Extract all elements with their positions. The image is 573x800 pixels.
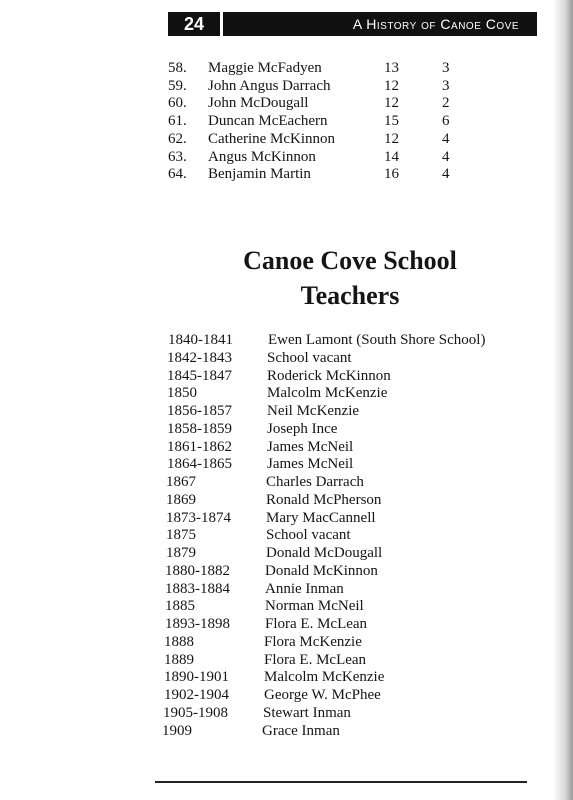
teacher-name: Annie Inman	[265, 580, 344, 597]
teacher-years: 1889	[164, 651, 194, 668]
student-row	[168, 149, 462, 167]
teacher-row	[165, 598, 482, 616]
teacher-name: Roderick McKinnon	[267, 367, 391, 384]
student-number: 59.	[168, 77, 187, 94]
teacher-years: 1850	[167, 385, 197, 402]
student-row	[168, 131, 462, 149]
teacher-row	[166, 510, 483, 528]
student-col-2: 3	[442, 77, 450, 94]
teacher-years: 1890-1901	[164, 669, 229, 686]
teacher-years: 1909	[162, 722, 192, 739]
student-col-1: 14	[384, 148, 399, 165]
section-title	[200, 243, 500, 313]
teacher-name: Malcolm McKenzie	[267, 385, 388, 402]
student-col-1: 13	[384, 60, 399, 76]
teacher-years: 1867	[166, 474, 196, 490]
teacher-row	[164, 652, 481, 670]
teacher-name: Ewen Lamont (South Shore School)	[268, 332, 486, 348]
teacher-years: 1858-1859	[167, 420, 232, 437]
teacher-years: 1869	[166, 491, 196, 508]
teacher-row	[163, 705, 480, 723]
student-name: Maggie McFadyen	[208, 60, 322, 76]
teacher-row	[167, 439, 484, 457]
teacher-name: Flora E. McLean	[265, 616, 368, 632]
student-col-2: 4	[442, 130, 450, 147]
page-edge-shadow	[553, 0, 573, 800]
student-number: 62.	[168, 130, 187, 147]
student-col-1: 12	[384, 77, 399, 94]
teacher-years: 1905-1908	[163, 704, 228, 721]
teacher-years: 1856-1857	[167, 403, 232, 419]
student-col-2: 2	[442, 95, 450, 112]
teacher-years: 1879	[166, 545, 196, 561]
student-col-1: 16	[384, 166, 399, 183]
student-row	[168, 95, 462, 113]
teacher-row	[167, 368, 484, 386]
teacher-years: 1842-1843	[167, 349, 232, 366]
teacher-row	[167, 350, 484, 368]
running-title: A History of Canoe Cove	[223, 12, 537, 36]
teacher-name: Joseph Ince	[267, 420, 338, 437]
student-name: John Angus Darrach	[208, 77, 331, 94]
student-row	[168, 78, 462, 96]
teacher-row	[167, 403, 484, 421]
teacher-name: Flora McKenzie	[264, 633, 362, 650]
teacher-name: Donald McKinnon	[265, 562, 378, 579]
teacher-years: 1861-1862	[167, 438, 232, 455]
teacher-name: Charles Darrach	[266, 474, 364, 490]
teacher-row	[165, 581, 482, 599]
teacher-name: James McNeil	[267, 456, 354, 473]
student-name: Duncan McEachern	[208, 113, 328, 130]
student-row	[168, 113, 462, 131]
teacher-row	[166, 545, 483, 563]
student-name: John McDougall	[208, 95, 309, 112]
teacher-name: Stewart Inman	[263, 704, 351, 721]
teacher-list	[162, 332, 486, 740]
teacher-years: 1873-1874	[166, 509, 231, 526]
student-number: 60.	[168, 95, 187, 112]
student-number: 58.	[168, 60, 187, 76]
teacher-row	[166, 492, 483, 510]
teacher-years: 1885	[165, 598, 195, 615]
teacher-name: James McNeil	[267, 438, 354, 455]
teacher-name: School vacant	[267, 349, 352, 366]
student-col-2: 6	[442, 113, 450, 130]
student-number: 63.	[168, 148, 187, 165]
student-list	[168, 60, 462, 184]
teacher-row	[167, 421, 484, 439]
student-number: 61.	[168, 113, 187, 130]
teacher-name: Mary MacCannell	[266, 509, 376, 526]
teacher-name: Norman McNeil	[265, 598, 364, 615]
section-title-line-1: Canoe Cove School	[243, 246, 457, 275]
student-number: 64.	[168, 166, 187, 183]
teacher-name: Grace Inman	[262, 722, 340, 739]
teacher-years: 1840-1841	[168, 332, 233, 348]
teacher-row	[162, 723, 479, 741]
teacher-years: 1893-1898	[165, 616, 230, 632]
teacher-name: School vacant	[266, 527, 351, 544]
teacher-name: Flora E. McLean	[264, 651, 367, 668]
teacher-name: Donald McDougall	[266, 545, 383, 561]
student-col-1: 12	[384, 130, 399, 147]
teacher-row	[165, 563, 482, 581]
teacher-name: Neil McKenzie	[267, 403, 360, 419]
teacher-name: George W. McPhee	[264, 687, 381, 703]
bottom-rule	[155, 781, 527, 783]
teacher-row	[166, 527, 483, 545]
teacher-row	[164, 634, 481, 652]
teacher-row	[165, 616, 482, 634]
teacher-row	[167, 385, 484, 403]
teacher-name: Ronald McPherson	[266, 491, 382, 508]
section-title-line-2: Teachers	[300, 281, 400, 310]
student-col-2: 4	[442, 166, 450, 183]
teacher-years: 1888	[164, 633, 194, 650]
teacher-row	[164, 687, 481, 705]
student-row	[168, 60, 462, 78]
student-col-2: 4	[442, 148, 450, 165]
teacher-years: 1883-1884	[165, 580, 230, 597]
student-name: Angus McKinnon	[208, 148, 316, 165]
teacher-row	[164, 669, 481, 687]
student-name: Benjamin Martin	[208, 166, 311, 183]
student-col-1: 12	[384, 95, 399, 112]
teacher-row	[167, 456, 484, 474]
teacher-years: 1864-1865	[167, 456, 232, 473]
teacher-row	[168, 332, 485, 350]
teacher-years: 1845-1847	[167, 367, 232, 384]
student-name: Catherine McKinnon	[208, 130, 336, 147]
teacher-years: 1880-1882	[165, 562, 230, 579]
student-row	[168, 166, 462, 184]
student-col-2: 3	[442, 60, 450, 76]
teacher-name: Malcolm McKenzie	[264, 669, 385, 686]
page-number: 24	[168, 12, 220, 36]
teacher-row	[166, 474, 483, 492]
student-col-1: 15	[384, 113, 399, 130]
teacher-years: 1902-1904	[164, 687, 229, 703]
teacher-years: 1875	[166, 527, 196, 544]
